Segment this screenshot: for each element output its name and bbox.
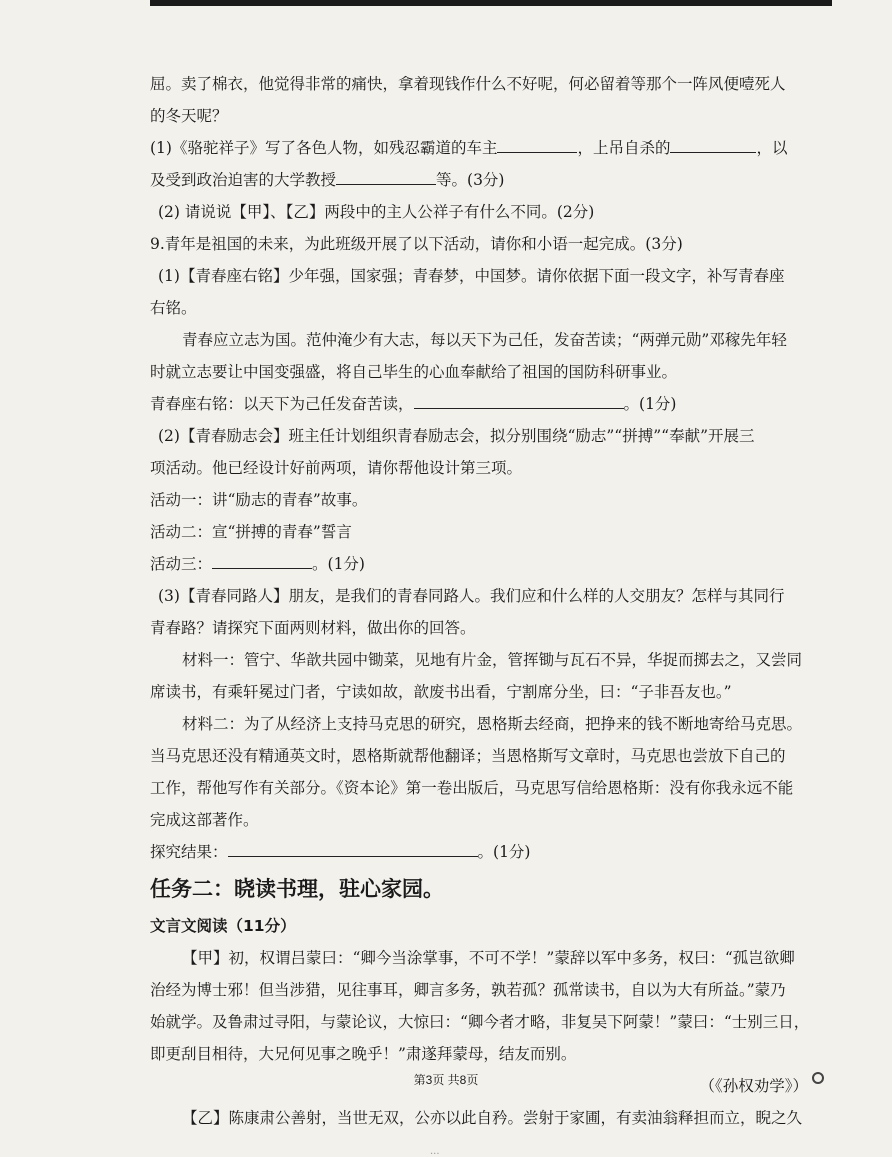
passage-jia-source: （《孙权劝学》） (699, 1077, 808, 1095)
material-2-line-3: 工作，帮他写作有关部分。《资本论》第一卷出版后，马克思写信给恩格斯：没有你我永远不能 (150, 779, 794, 797)
q8-1-cont-text-a: 及受到政治迫害的大学教授 (150, 171, 337, 189)
classical-reading-title: 文言文阅读（11分） (150, 917, 296, 935)
activity-3-label: 活动三： (150, 555, 213, 573)
answer-blank-professor[interactable] (336, 170, 436, 185)
passage-yi-line-1: 【乙】陈康肃公善射，当世无双，公亦以此自矜。尝射于家圃，有卖油翁释担而立，睨之久 (182, 1109, 803, 1127)
scan-mark-circle (812, 1072, 824, 1084)
motto-suffix: 。(1分) (623, 395, 677, 413)
material-2-line-2: 当马克思还没有精通英文时，恩格斯就帮他翻译；当恩格斯写文章时，马克思也尝放下自己的 (150, 747, 786, 765)
material-2-line-1: 材料二：为了从经济上支持马克思的研究，恩格斯去经商，把挣来的钱不断地寄给马克思。 (182, 715, 803, 733)
material-1-line-2: 席读书，有乘轩冕过门者，宁读如故，歆废书出看，宁割席分坐，曰：“子非吾友也。” (150, 683, 732, 701)
answer-blank-activity-3[interactable] (212, 554, 312, 569)
answer-blank-suicide[interactable] (670, 138, 756, 153)
passage-jia-line-1: 【甲】初，权谓吕蒙曰：“卿今当涂掌事，不可不学！”蒙辞以军中多务，权曰：“孤岂欲卿 (182, 949, 795, 967)
activity-3 (150, 554, 820, 586)
material-2-line-4: 完成这部著作。 (150, 811, 259, 829)
question-8-1-cont (150, 170, 820, 202)
q8-1-cont-text-b: 等。(3分) (436, 171, 505, 189)
question-9: 9.青年是祖国的未来，为此班级开展了以下活动，请你和小语一起完成。(3分) (150, 235, 683, 253)
answer-blank-motto[interactable] (414, 394, 624, 409)
q8-1-text-b: ，上吊自杀的 (577, 139, 671, 157)
question-9-2-cont: 项活动。他已经设计好前两项，请你帮他设计第三项。 (150, 459, 523, 477)
question-9-3-cont: 青春路？请探究下面两则材料，做出你的回答。 (150, 619, 476, 637)
task-2-heading: 任务二：晓读书理，驻心家园。 (150, 877, 444, 901)
explore-score: 。(1分) (477, 843, 531, 861)
activity-3-score: 。(1分) (312, 555, 365, 573)
motto-prefix: 青春座右铭：以天下为己任发奋苦读， (150, 395, 414, 413)
activity-2: 活动二：宣“拼搏的青春”誓言 (150, 523, 352, 541)
material-1-line-1: 材料一：管宁、华歆共园中锄菜，见地有片金，管挥锄与瓦石不异，华捉而掷去之，又尝同 (182, 651, 803, 669)
activity-1: 活动一：讲“励志的青春”故事。 (150, 491, 368, 509)
bottom-bleed-text: ... (430, 1146, 440, 1157)
passage-jia-line-3: 始就学。及鲁肃过寻阳，与蒙论议，大惊曰：“卿今者才略，非复吴下阿蒙！”蒙曰：“士别三日， (150, 1013, 810, 1031)
exam-page-content (150, 74, 820, 1140)
q8-1-text-c: ，以 (756, 139, 788, 157)
question-8-1 (150, 138, 820, 170)
answer-blank-explore[interactable] (228, 842, 478, 857)
q8-1-text-a: (1)《骆驼祥子》写了各色人物，如残忍霸道的车主 (150, 139, 498, 157)
page-number: 第3页 共8页 (413, 1073, 479, 1087)
passage-line-2: 的冬天呢？ (150, 107, 228, 125)
question-9-1-cont: 右铭。 (150, 299, 197, 317)
motto-answer-line (150, 394, 820, 426)
passage-line-1: 屈。卖了棉衣，他觉得非常的痛快，拿着现钱作什么不好呢，何必留着等那个一阵风便噎死人 (150, 75, 786, 93)
question-9-1: (1)【青春座右铭】少年强，国家强；青春梦，中国梦。请你依据下面一段文字，补写青春座 (158, 267, 785, 285)
motto-material-2: 时就立志要让中国变强盛，将自己毕生的心血奉献给了祖国的国防科研事业。 (150, 363, 678, 381)
passage-jia-line-4: 即更刮目相待，大兄何见事之晚乎！”肃遂拜蒙母，结友而别。 (150, 1045, 577, 1063)
scan-edge-bar (150, 0, 832, 6)
explore-answer-line (150, 842, 820, 874)
question-8-2: (2) 请说说【甲】、【乙】两段中的主人公祥子有什么不同。(2分) (158, 203, 595, 221)
passage-jia-line-2: 治经为博士邪！但当涉猎，见往事耳，卿言多务，孰若孤？孤常读书，自以为大有所益。”蒙乃 (150, 981, 786, 999)
question-9-2: (2)【青春励志会】班主任计划组织青春励志会，拟分别围绕“励志”“拼搏”“奉献”开展三 (158, 427, 755, 445)
explore-label: 探究结果： (150, 843, 228, 861)
motto-material-1: 青春应立志为国。范仲淹少有大志，每以天下为己任，发奋苦读；“两弹元勋”邓稼先年轻 (182, 331, 787, 349)
answer-blank-owner[interactable] (497, 138, 577, 153)
question-9-3: (3)【青春同路人】朋友，是我们的青春同路人。我们应和什么样的人交朋友？怎样与其同行 (158, 587, 785, 605)
